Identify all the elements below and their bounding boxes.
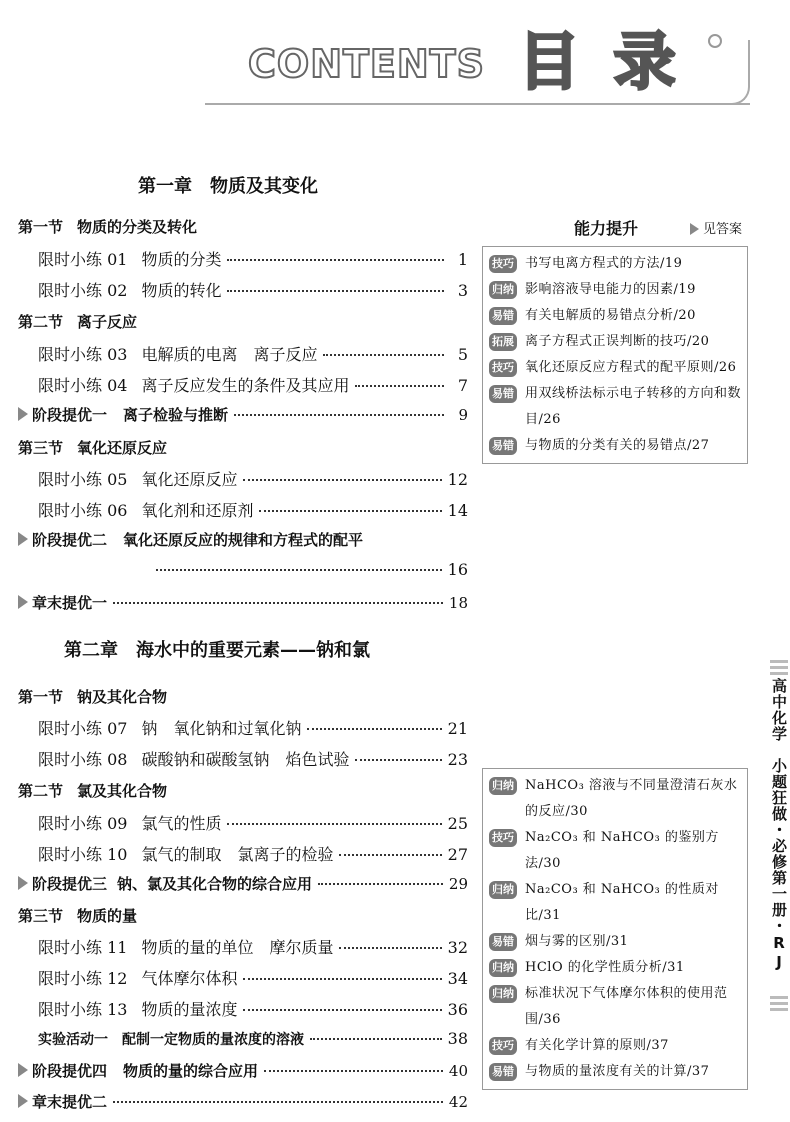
toc-stage-row-continued[interactable]: 16 <box>150 560 468 579</box>
tag-badge: 技巧 <box>489 359 517 377</box>
toc-row[interactable]: 限时小练 07 钠 氧化钠和过氧化钠 21 <box>38 719 468 738</box>
toc-row[interactable]: 限时小练 05 氧化还原反应 12 <box>38 470 468 489</box>
toc-row[interactable]: 限时小练 13 物质的量浓度 36 <box>38 1000 468 1019</box>
triangle-icon <box>18 595 28 609</box>
side-tab-book-title: 高中化学 小题狂做・必修第一册・RJ <box>770 678 788 972</box>
toc-row[interactable]: 限时小练 03 电解质的电离 离子反应 5 <box>38 345 468 364</box>
ability-entry[interactable]: 易错 烟与雾的区别/31 <box>489 929 741 955</box>
tag-badge: 易错 <box>489 307 517 325</box>
side-stripe <box>770 996 788 999</box>
side-stripe <box>770 660 788 663</box>
header-dot-icon <box>708 34 722 48</box>
see-answer-note: 见答案 <box>690 218 742 237</box>
ability-entry[interactable]: 易错 用双线桥法标示电子转移的方向和数目/26 <box>489 381 741 433</box>
chapter-1-title: 第一章 物质及其变化 <box>138 176 318 197</box>
toc-experiment-row[interactable]: 实验活动一 配制一定物质的量浓度的溶液 38 <box>38 1029 468 1048</box>
ability-entry[interactable]: 技巧 书写电离方程式的方法/19 <box>489 251 741 277</box>
ability-box-1 <box>482 246 748 464</box>
toc-row[interactable]: 限时小练 02 物质的转化 3 <box>38 281 468 300</box>
toc-chapter-end-row[interactable]: 章末提优一 18 <box>18 592 468 613</box>
triangle-icon <box>18 1063 28 1077</box>
ability-entry[interactable]: 归纳 影响溶液导电能力的因素/19 <box>489 277 741 303</box>
ability-entry[interactable]: 归纳 Na₂CO₃ 和 NaHCO₃ 的性质对比/31 <box>489 877 741 929</box>
side-stripe <box>770 666 788 669</box>
triangle-icon <box>18 876 28 890</box>
ability-entry[interactable]: 易错 与物质的量浓度有关的计算/37 <box>489 1059 741 1085</box>
triangle-icon <box>18 407 28 421</box>
toc-stage-row[interactable]: 阶段提优三 钠、氯及其化合物的综合应用 29 <box>18 873 468 894</box>
ch1-section-3: 第三节 氧化还原反应 <box>18 439 168 457</box>
contents-heading: CONTENTS <box>248 42 485 86</box>
tag-badge: 归纳 <box>489 985 517 1003</box>
tag-badge: 归纳 <box>489 777 517 795</box>
tag-badge: 归纳 <box>489 881 517 899</box>
ch2-section-3: 第三节 物质的量 <box>18 907 138 925</box>
ability-entry[interactable]: 归纳 标准状况下气体摩尔体积的使用范围/36 <box>489 981 741 1033</box>
tag-badge: 易错 <box>489 385 517 403</box>
ch1-section-2: 第二节 离子反应 <box>18 313 138 331</box>
triangle-icon <box>18 532 28 546</box>
side-stripe <box>770 1002 788 1005</box>
tag-badge: 技巧 <box>489 255 517 273</box>
toc-row[interactable]: 限时小练 06 氧化剂和还原剂 14 <box>38 501 468 520</box>
ability-entry[interactable]: 技巧 氧化还原反应方程式的配平原则/26 <box>489 355 741 381</box>
tag-badge: 易错 <box>489 933 517 951</box>
tag-badge: 易错 <box>489 1063 517 1081</box>
tag-badge: 技巧 <box>489 1037 517 1055</box>
ability-entry[interactable]: 拓展 离子方程式正误判断的技巧/20 <box>489 329 741 355</box>
side-stripe <box>770 1008 788 1011</box>
tag-badge: 归纳 <box>489 959 517 977</box>
ability-entry[interactable]: 技巧 Na₂CO₃ 和 NaHCO₃ 的鉴别方法/30 <box>489 825 741 877</box>
tag-badge: 归纳 <box>489 281 517 299</box>
tag-badge: 拓展 <box>489 333 517 351</box>
ability-entry[interactable]: 易错 有关电解质的易错点分析/20 <box>489 303 741 329</box>
toc-row[interactable]: 限时小练 11 物质的量的单位 摩尔质量 32 <box>38 938 468 957</box>
side-stripe <box>770 672 788 675</box>
toc-row[interactable]: 限时小练 01 物质的分类 1 <box>38 250 468 269</box>
toc-row[interactable]: 限时小练 12 气体摩尔体积 34 <box>38 969 468 988</box>
ability-box-2 <box>482 768 748 1090</box>
toc-row[interactable]: 限时小练 09 氯气的性质 25 <box>38 814 468 833</box>
ability-entry[interactable]: 归纳 HClO 的化学性质分析/31 <box>489 955 741 981</box>
toc-stage-row[interactable]: 阶段提优二 氧化还原反应的规律和方程式的配平 <box>18 529 468 550</box>
mulu-heading: 目 录 <box>518 25 682 98</box>
ability-entry[interactable]: 易错 与物质的分类有关的易错点/27 <box>489 433 741 459</box>
tag-badge: 技巧 <box>489 829 517 847</box>
triangle-icon <box>18 1094 28 1108</box>
toc-row[interactable]: 限时小练 08 碳酸钠和碳酸氢钠 焰色试验 23 <box>38 750 468 769</box>
header-rule <box>205 103 750 105</box>
ch2-section-1: 第一节 钠及其化合物 <box>18 688 168 706</box>
ability-entry[interactable]: 归纳 NaHCO₃ 溶液与不同量澄清石灰水的反应/30 <box>489 773 741 825</box>
chapter-2-title: 第二章 海水中的重要元素——钠和氯 <box>64 640 370 661</box>
ch1-section-1: 第一节 物质的分类及转化 <box>18 218 198 236</box>
toc-row[interactable]: 限时小练 10 氯气的制取 氯离子的检验 27 <box>38 845 468 864</box>
tag-badge: 易错 <box>489 437 517 455</box>
ability-entry[interactable]: 技巧 有关化学计算的原则/37 <box>489 1033 741 1059</box>
toc-stage-row[interactable]: 阶段提优一 离子检验与推断 9 <box>18 404 468 425</box>
triangle-icon <box>690 223 699 235</box>
header-curve <box>705 40 750 105</box>
toc-row[interactable]: 限时小练 04 离子反应发生的条件及其应用 7 <box>38 376 468 395</box>
toc-stage-row[interactable]: 阶段提优四 物质的量的综合应用 40 <box>18 1060 468 1081</box>
ch2-section-2: 第二节 氯及其化合物 <box>18 782 168 800</box>
toc-chapter-end-row[interactable]: 章末提优二 42 <box>18 1091 468 1112</box>
ability-heading: 能力提升 <box>574 219 639 238</box>
